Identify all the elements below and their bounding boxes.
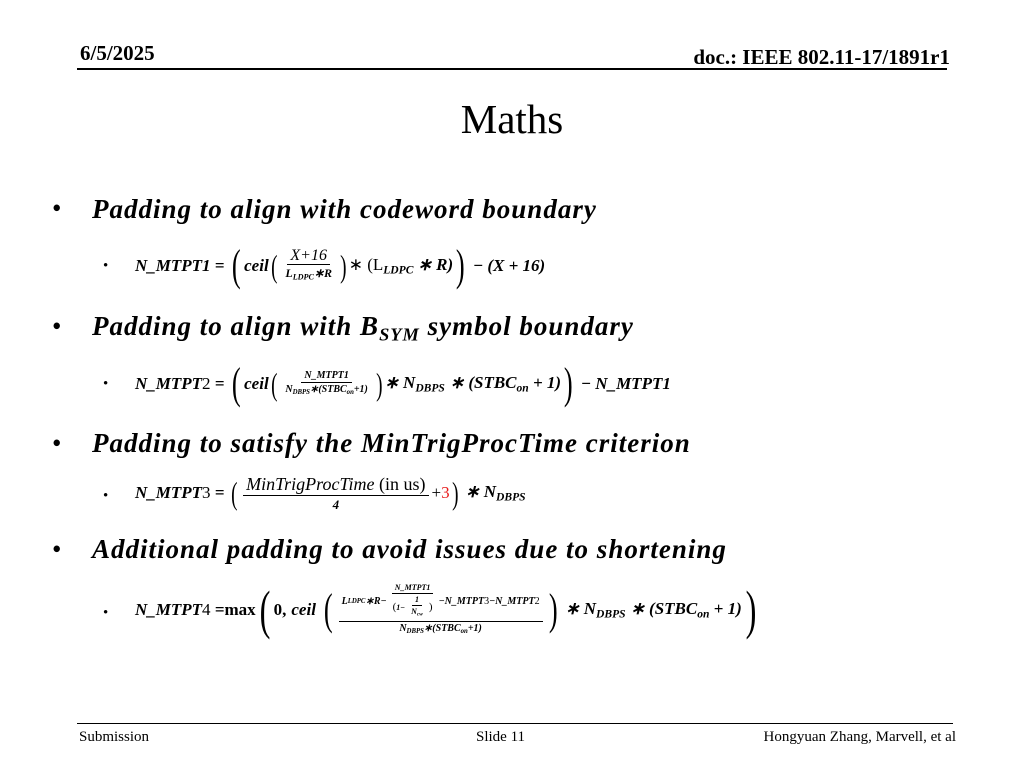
eq1-lhs: N_MTPT1 = [135,256,225,275]
equation-n-mtpt3 [135,468,526,518]
paren-close: ) [451,475,459,511]
header-rule [77,68,947,70]
eq2-ceil: ceil [244,374,269,393]
bullet-dot: • [52,311,62,341]
header-doc-id: doc.: IEEE 802.11-17/1891r1 [693,45,950,69]
eq2-mult2: ∗ $(STBC_{on} + 1)$ [449,373,562,395]
eq3-mult: ∗ $N_{DBPS}$ [465,482,526,504]
eq3-fraction [243,474,428,512]
eq4-zero: 0, [273,600,287,619]
paren-open: ( [232,241,242,290]
paren-close: ) [564,359,573,408]
eq2-numerator: N_MTPT1 [301,370,351,383]
bullet-dot: • [52,534,62,564]
sub-bullet-dot: • [103,488,109,504]
footer-rule [77,723,953,724]
paren-close: ) [456,241,465,290]
eq1-denominator: $L_{LDPC}∗R$ [285,265,333,282]
eq4-ceil: ceil [291,600,316,619]
eq1-ceil: ceil [244,256,269,275]
bullet-dot: • [52,428,62,458]
eq2-tail: − N_MTPT1 [580,374,671,393]
eq3-plus-value: 3 [441,483,450,502]
eq4-fraction [339,583,543,637]
eq4-mult1: ∗ $N_{DBPS}$ [565,599,626,621]
paren-open: ( [232,359,242,408]
header-date: 6/5/2025 [80,41,155,65]
equation-n-mtpt4 [135,576,760,644]
eq1-numerator: X+16 [287,248,330,265]
paren-close: ) [548,585,558,634]
eq1-tail: − (X + 16) [472,256,546,275]
eq2-fraction [282,370,371,398]
paren-open: ( [323,585,333,634]
eq1-term2: ∗ ($L_{LDPC}$ ∗ R) [348,255,454,277]
eq4-mult2: ∗ $(STBC_{on} + 1)$ [630,599,742,621]
bullet-shortening: Additional padding to avoid issues due to shortening [92,534,727,564]
eq2-mult1: ∗ $N_{DBPS}$ [384,373,445,395]
footer-submission: Submission [79,729,150,745]
sub-bullet-dot: • [103,376,109,392]
eq4-denominator: $N_{DBPS}∗(STBC_{on}+1)$ [399,622,482,635]
equation-n-mtpt1 [135,240,545,292]
footer-authors: Hongyuan Zhang, Marvell, et al [763,729,956,745]
sub-bullet-dot: • [103,605,109,621]
eq4-max: max [224,600,256,619]
sub-bullet-dot: • [103,258,109,274]
bullet-mintrigproctime: Padding to satisfy the MinTrigProcTime criterion [92,428,691,458]
eq4-lhs: N_MTPT4 = [135,600,225,619]
paren-close: ) [340,248,347,284]
eq3-denominator: 4 [332,497,340,512]
eq4-numerator: L LDPC ∗R− N_MTPT1 ( 1− 1 $N_{cw}$ ) −N_MTPT 3 −N_MTPT 2 [339,583,543,622]
footer-slide-number: Slide 11 [476,729,526,745]
eq1-fraction [282,248,335,284]
paren-open: ( [259,580,271,640]
eq3-numerator: MinTrigProcTime (in us) [243,474,428,496]
bullet-bsym-boundary: Padding to align with $B_{SYM}$ symbol boundary [92,311,634,345]
eq4-inner-fraction: N_MTPT1 ( 1− 1 $N_{cw}$ ) [392,583,433,618]
slide-title: Maths [460,96,564,142]
bullet-codeword-boundary: Padding to align with codeword boundary [92,194,597,224]
paren-open: ( [231,475,239,511]
eq3-lhs: N_MTPT3 = [135,483,225,502]
paren-close: ) [376,366,383,402]
eq2-lhs: N_MTPT2 = [135,374,225,393]
paren-close: ) [745,580,757,640]
paren-open: ( [270,248,278,284]
paren-open: ( [270,366,278,402]
equation-n-mtpt2 [135,357,671,411]
eq3-plus: + [431,483,442,502]
eq2-denominator: $N_{DBPS}∗(STBC_{on}+1)$ [285,383,368,397]
bullet-dot: • [52,193,62,223]
